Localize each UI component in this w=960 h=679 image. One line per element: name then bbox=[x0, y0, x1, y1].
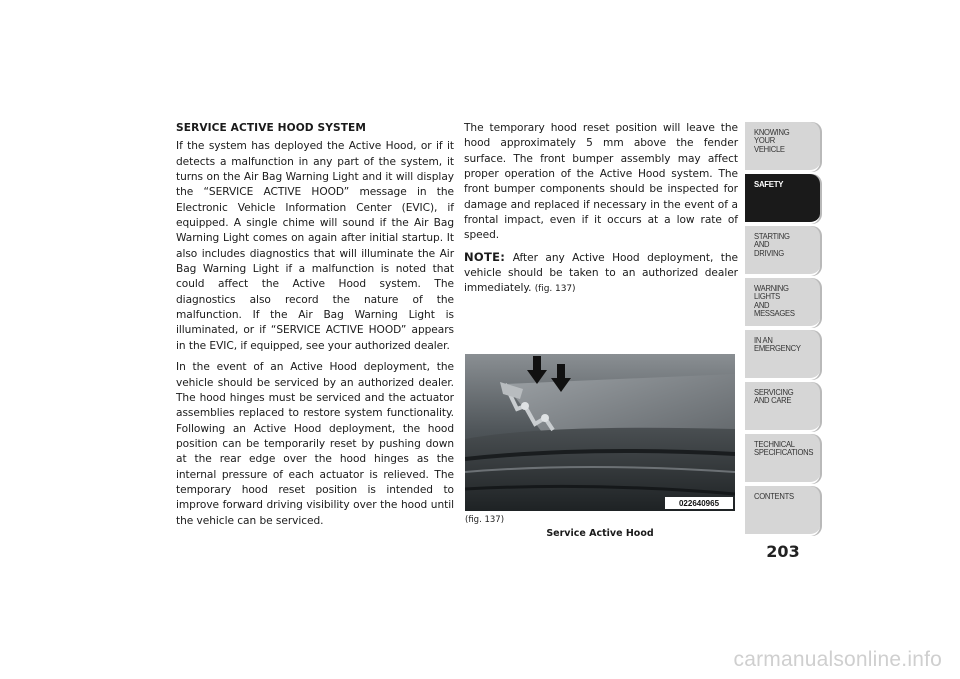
chapter-tab-label: STARTING AND DRIVING bbox=[754, 231, 790, 258]
chapter-tab-label: TECHNICAL SPECIFICATIONS bbox=[754, 439, 814, 458]
chapter-tab-servicing-and-care[interactable] bbox=[745, 382, 820, 432]
chapter-tab-technical-specifications[interactable] bbox=[745, 434, 820, 484]
page-number: 203 bbox=[766, 542, 800, 561]
chapter-tab-contents[interactable] bbox=[745, 486, 820, 536]
paragraph-1: If the system has deployed the Active Hood, or if it detects a malfunction in any part of the system, it turns on the Air Bag Warning Light and it will display the “SERVICE ACTIVE HOOD” message in the Electronic Vehicle Information Center (EVIC), if equipped. A single chime will sound if the Air Bag Warning Light comes on again after initial startup. It also includes diagnostics that will illuminate the Air Bag Warning Light if a malfunction is noted that could affect the Active Hood system. The diagnostics also record the nature of the malfunction. If the Air Bag Warning Light is illuminated, or if “SERVICE ACTIVE HOOD” appears in the EVIC, if equipped, see your authorized dealer. bbox=[176, 140, 454, 352]
chapter-tab-starting-and-driving[interactable] bbox=[745, 226, 820, 276]
note-text: After any Active Hood deployment, the vehicle should be taken to an authorized dealer immediately. bbox=[464, 251, 738, 295]
chapter-tab-label: KNOWING YOUR VEHICLE bbox=[754, 127, 790, 154]
chapter-tabs bbox=[745, 122, 820, 540]
figure-code: 022640965 bbox=[678, 499, 720, 508]
paragraph-3: The temporary hood reset position will leave the hood approximately 5 mm above the fender surface. The front bumper assembly may affect proper operation of the Active Hood system. The front bumper components should be inspected for damage and replaced if necessary in the event of a frontal impact, even if it occurs at a low rate of speed. bbox=[464, 122, 738, 242]
hood-hinge-illustration bbox=[465, 354, 735, 511]
chapter-tab-warning-lights-and-messages[interactable] bbox=[745, 278, 820, 328]
watermark: carmanualsonline.info bbox=[733, 648, 942, 671]
note-figure-reference: (fig. 137) bbox=[534, 284, 576, 295]
hood-hinge-photo bbox=[465, 354, 735, 511]
figure-title: Service Active Hood bbox=[546, 528, 654, 539]
left-column bbox=[176, 121, 454, 535]
chapter-tab-label: SERVICING AND CARE bbox=[754, 387, 794, 406]
right-column bbox=[464, 121, 738, 304]
note-paragraph bbox=[464, 250, 738, 298]
chapter-tab-safety[interactable] bbox=[745, 174, 820, 224]
chapter-tab-in-an-emergency[interactable] bbox=[745, 330, 820, 380]
chapter-tab-label: SAFETY bbox=[754, 179, 784, 189]
paragraph-2: In the event of an Active Hood deployment, the vehicle should be serviced by an authorized dealer. The hood hinges must be serviced and the actuator assemblies replaced to restore system functionality. Following an Active Hood deployment, the hood position can be temporarily reset by pushing down at the rear edge over the hood hinges as the internal pressure of each actuator is relieved. The temporary hood reset position is intended to improve forward driving visibility over the hood until the vehicle can be serviced. bbox=[176, 361, 454, 527]
note-label: NOTE: bbox=[464, 249, 506, 264]
figure-reference: (fig. 137) bbox=[465, 515, 505, 525]
section-heading: SERVICE ACTIVE HOOD SYSTEM bbox=[176, 122, 367, 134]
chapter-tab-label: WARNING LIGHTS AND MESSAGES bbox=[754, 283, 795, 319]
chapter-tab-label: CONTENTS bbox=[754, 491, 794, 501]
chapter-tab-label: IN AN EMERGENCY bbox=[754, 335, 801, 354]
chapter-tab-knowing-your-vehicle[interactable] bbox=[745, 122, 820, 172]
